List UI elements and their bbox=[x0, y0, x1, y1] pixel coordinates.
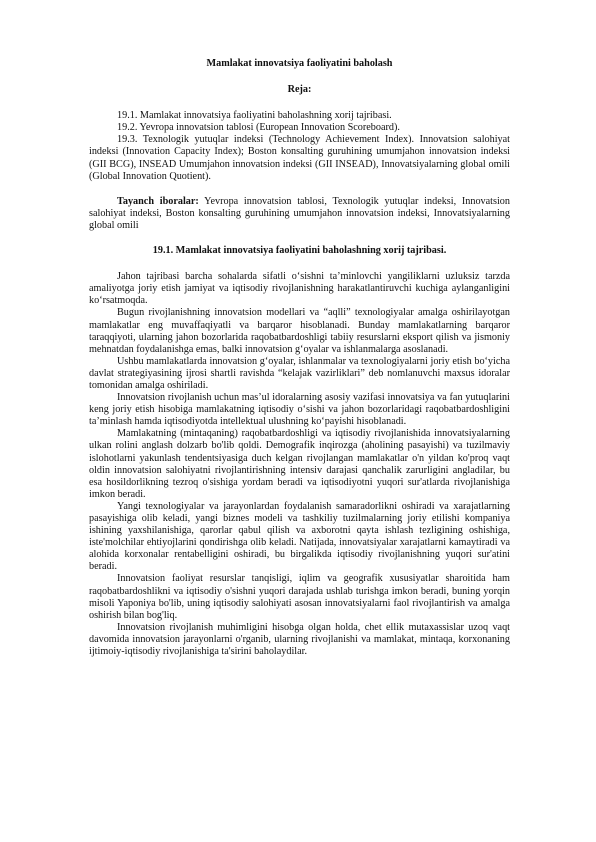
body-paragraph: Bugun rivojlanishning innovatsion modellari va “aqlli” texnologiyalar amalga oshirilayotgan mamlakatlar eng muvaffaqiyatli va barqaror hisoblanadi. Bunday mamlakatlarning barqaror taraqqiyoti, ularning jahon bozorlarida raqobatbardoshligi tabiiy resurslarni eksport qilish va jismoniy mehnatdan foydalanishga emas, balki innovatsion g‘oyalar va ishlanmalarga asoslanadi. bbox=[89, 307, 510, 355]
keywords-text: Yevropa innovatsion tablosi, Texnologik yutuqlar indeksi, Innovatsion salohiyat indeksi, Boston konsalting guruhining umumjahon innovatsion indeksi, Innovatsiyalarning global omili bbox=[89, 195, 510, 231]
section-body bbox=[89, 271, 510, 658]
body-paragraph: Mamlakatning (mintaqaning) raqobatbardoshligi va iqtisodiy rivojlanishida innovatsiyalarning ulkan rolini anglash dolzarb bo'lib qoldi. Demografik inqirozga (aholining pasayishi) va tuzilmaviy islohotlarni yakunlash tendentsiyasiga duch kelgan rivojlangan mamlakatlar o'n yildan ko'proq vaqt oldin innovatsion salohiyatni rivojlantirishning intensiv darajasi qanchalik zarurligini angladilar, bu esa hosildorlikning tezroq o'sishiga yordam beradi va iqtisodiyotni yuqori sur'atlarda rivojlanishiga imkon beradi. bbox=[89, 428, 510, 500]
section-heading: 19.1. Mamlakat innovatsiya faoliyatini baholashning xorij tajribasi. bbox=[152, 245, 447, 257]
plan-item: 19.2. Yevropa innovatsion tablosi (European Innovation Scoreboard). bbox=[117, 122, 400, 134]
body-paragraph: Yangi texnologiyalar va jarayonlardan foydalanish samaradorlikni oshiradi va xarajatlarning pasayishiga olib keladi, yangi biznes modeli va tashkiliy tuzilmalarning joriy etilishi kompaniya ishining yaxshilanishiga, qarorlar qabul qilish va axborotni qayta ishlash tezligining oshishiga, iste'molchilar ehtiyojlarini qondirishga olib keladi. Natijada, innovatsiyalar xarajatlarni kamaytiradi va alohida korxonalar rentabelligini oshiradi, bu birgalikda iqtisodiy rivojlanishning yuqori sur'atini beradi. bbox=[89, 500, 510, 573]
keywords-paragraph bbox=[89, 196, 510, 232]
plan-item: 19.3. Texnologik yutuqlar indeksi (Technology Achievement Index). Innovatsion salohiyat indeksi (Innovation Capacity Index); Boston konsalting guruhining umumjahon innovatsion indeksi (GII BCG), INSEAD Umumjahon innovatsion indeksi (GII INSEAD), Innovatsiyalarning global omili (Global Innovation Quotient). bbox=[89, 134, 510, 182]
body-paragraph: Innovatsion rivojlanish uchun mas’ul idoralarning asosiy vazifasi innovatsiya va fan yutuqlarini keng joriy etish hisobiga mamlakatning iqtisodiy o‘sishi va jahon bozorlaridagi raqobatbardoshligini ta’minlash hamda iqtisodiyotda intellektual ulushning ko‘payishi hisoblanadi. bbox=[89, 392, 510, 428]
body-paragraph: Ushbu mamlakatlarda innovatsion g‘oyalar, ishlanmalar va texnologiyalarni joriy etish bo‘yicha davlat strategiyasining ijrosi shartli ravishda “kelajak vazirliklari” deb nomlanuvchi maxsus idoralar tomonidan amalga oshiriladi. bbox=[89, 355, 510, 391]
document-title: Mamlakat innovatsiya faoliyatini baholash bbox=[206, 58, 393, 69]
plan-heading: Reja: bbox=[287, 84, 312, 96]
plan-item: 19.1. Mamlakat innovatsiya faoliyatini baholashning xorij tajribasi. bbox=[117, 110, 392, 122]
plan-list bbox=[89, 110, 510, 183]
body-paragraph: Jahon tajribasi barcha sohalarda sifatli o‘sishni ta’minlovchi yangiliklarni uzluksiz tarzda amaliyotga joriy etish jamiyat va iqtisodiy rivojlanishning harakatlantiruvchi kuchiga aylanganligini ko‘rsatmoqda. bbox=[89, 271, 510, 307]
keywords-label: Tayanch iboralar: bbox=[117, 195, 199, 207]
body-paragraph: Innovatsion faoliyat resurslar tanqisligi, iqlim va geografik xususiyatlar sharoitida ham raqobatbardoshlikni va iqtisodiy o'sishni yuqori darajada ushlab turishga imkon beradi, buning yorqin misoli Yaponiya bo'lib, uning iqtisodiy salohiyati asosan innovatsiyalarni faol rivojlantirish va amalga oshirish bilan bog'liq. bbox=[89, 573, 510, 621]
body-paragraph: Innovatsion rivojlanish muhimligini hisobga olgan holda, chet ellik mutaxassislar uzoq vaqt davomida innovatsion jarayonlarni o'rganib, ularning rivojlanishi va mamlakat, mintaqa, korxonaning ijtimoiy-iqtisodiy rivojlanishiga ta'sirini baholaydilar. bbox=[89, 621, 510, 658]
